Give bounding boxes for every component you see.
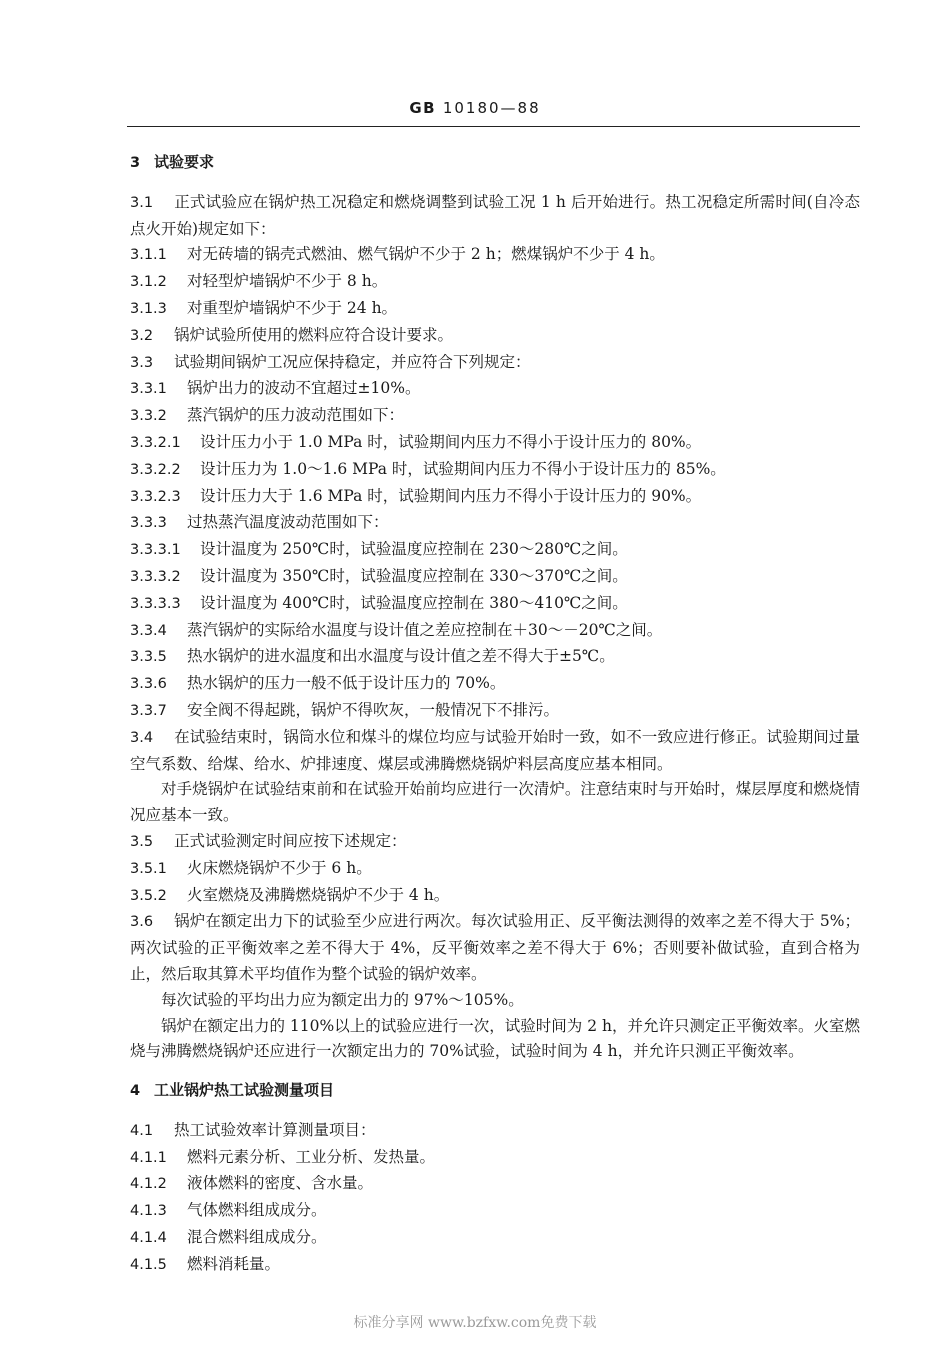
paragraph-average-output [130,988,860,1014]
clause-3-3-2-3 [130,484,860,511]
clause-3-2 [130,323,860,350]
page-header [0,99,950,117]
clause-number: 3.1 [130,194,154,211]
paragraph-text: 对手烧锅炉在试验结束前和在试验开始前均应进行一次清炉。注意结束时与开始时，煤层厚度和燃烧情况应基本一致。 [130,780,860,825]
clause-3-5-1 [130,856,860,883]
clause-3-3-2-2 [130,457,860,484]
clause-number: 3.3.2.2 [130,461,181,478]
clause-text: 燃料消耗量。 [187,1254,281,1273]
clause-text: 设计温度为 400℃时，试验温度应控制在 380～410℃之间。 [200,593,628,612]
clause-text: 燃料元素分析、工业分析、发热量。 [187,1147,436,1166]
clause-number: 3.3.3 [130,515,167,532]
clause-text: 锅炉试验所使用的燃料应符合设计要求。 [174,325,454,344]
clause-4-1-5 [130,1252,860,1279]
clause-3-5 [130,829,860,856]
clause-text: 对重型炉墙锅炉不少于 24 h。 [187,298,398,317]
clause-number: 3.3.3.2 [130,568,181,585]
section-4-heading [130,1078,860,1105]
clause-number: 3.3.2.1 [130,434,181,451]
clause-number: 3.3.6 [130,676,167,693]
clause-number: 4.1.4 [130,1230,167,1247]
clause-text: 锅炉出力的波动不宜超过±10%。 [187,379,421,398]
clause-4-1-4 [130,1225,860,1252]
clause-3-6 [130,909,860,987]
clause-number: 3.5.1 [130,860,167,877]
clause-text: 火室燃烧及沸腾燃烧锅炉不少于 4 h。 [187,885,450,904]
clause-text: 正式试验测定时间应按下述规定： [174,831,407,850]
clause-text: 对无砖墙的锅壳式燃油、燃气锅炉不少于 2 h；燃煤锅炉不少于 4 h。 [187,245,665,264]
document-body [130,150,860,1279]
paragraph-overload-test [130,1014,860,1066]
paragraph-text: 每次试验的平均出力应为额定出力的 97%～105%。 [161,990,524,1009]
section-number: 4 [130,1083,141,1100]
clause-4-1-3 [130,1198,860,1225]
clause-number: 3.5 [130,833,154,850]
clause-3-4 [130,725,860,778]
clause-number: 3.3.4 [130,622,167,639]
clause-text: 对轻型炉墙锅炉不少于 8 h。 [187,272,388,291]
clause-number: 3.3.2 [130,408,167,425]
clause-text: 气体燃料组成成分。 [187,1201,327,1220]
clause-text: 热水锅炉的进水温度和出水温度与设计值之差不得大于±5℃。 [187,647,615,666]
clause-text: 设计温度为 250℃时，试验温度应控制在 230～280℃之间。 [200,540,628,559]
clause-text: 设计温度为 350℃时，试验温度应控制在 330～370℃之间。 [200,566,628,585]
clause-number: 4.1.1 [130,1149,167,1166]
clause-text: 试验期间锅炉工况应保持稳定，并应符合下列规定： [174,352,531,371]
clause-number: 3.1.1 [130,247,167,264]
clause-text: 热水锅炉的压力一般不低于设计压力的 70%。 [187,674,506,693]
clause-text: 混合燃料组成成分。 [187,1228,327,1247]
clause-number: 3.1.3 [130,300,167,317]
clause-4-1-2 [130,1171,860,1198]
clause-text: 锅炉在额定出力下的试验至少应进行两次。每次试验用正、反平衡法测得的效率之差不得大于 5%；两次试验的正平衡效率之差不得大于 4%，反平衡效率之差不得大于 6%；否则要补做试验，直到合格为止，然后取其算术平均值作为整个试验的锅炉效率。 [130,912,860,983]
paragraph-text: 锅炉在额定出力的 110%以上的试验应进行一次，试验时间为 2 h，并允许只测定正平衡效率。火室燃烧与沸腾燃烧锅炉还应进行一次额定出力的 70%试验，试验时间为 4 h，并允许只测正平衡效率。 [130,1016,860,1061]
clause-number: 3.6 [130,914,154,931]
clause-number: 3.3.3.1 [130,542,181,559]
standard-code: 10180—88 [442,99,541,117]
header-rule [127,126,860,127]
clause-3-3 [130,350,860,377]
section-title: 工业锅炉热工试验测量项目 [154,1081,335,1100]
clause-number: 3.3 [130,354,154,371]
clause-text: 过热蒸汽温度波动范围如下： [187,513,389,532]
clause-number: 3.4 [130,729,154,746]
clause-text: 火床燃烧锅炉不少于 6 h。 [187,858,372,877]
clause-3-3-2 [130,403,860,430]
clause-number: 4.1.3 [130,1203,167,1220]
clause-3-3-3-1 [130,537,860,564]
clause-3-5-2 [130,883,860,910]
site-watermark: 标准分享网 www.bzfxw.com免费下载 [353,1315,597,1331]
clause-number: 4.1.5 [130,1256,167,1273]
clause-number: 3.1.2 [130,274,167,291]
clause-3-3-5 [130,644,860,671]
clause-number: 4.1 [130,1122,154,1139]
clause-3-3-3 [130,510,860,537]
section-number: 3 [130,155,141,171]
clause-number: 3.3.5 [130,649,167,666]
clause-text: 蒸汽锅炉的压力波动范围如下： [187,406,405,425]
clause-text: 设计压力大于 1.6 MPa 时，试验期间内压力不得小于设计压力的 90%。 [200,486,702,505]
clause-3-3-2-1 [130,430,860,457]
clause-3-1-2 [130,269,860,296]
clause-text: 正式试验应在锅炉热工况稳定和燃烧调整到试验工况 1 h 后开始进行。热工况稳定所需时间(自冷态点火开始)规定如下： [130,192,860,238]
standard-prefix: GB [409,99,437,117]
clause-number: 3.3.3.3 [130,595,181,612]
clause-3-3-1 [130,376,860,403]
clause-3-1 [130,190,860,243]
clause-text: 安全阀不得起跳，锅炉不得吹灰，一般情况下不排污。 [187,700,560,719]
clause-3-3-7 [130,698,860,725]
clause-number: 3.5.2 [130,887,167,904]
clause-number: 3.3.1 [130,381,167,398]
clause-3-3-6 [130,671,860,698]
clause-text: 在试验结束时，锅筒水位和煤斗的煤位均应与试验开始时一致，如不一致应进行修正。试验期间过量空气系数、给煤、给水、炉排速度、煤层或沸腾燃烧锅炉料层高度应基本相同。 [130,727,860,773]
clause-4-1 [130,1118,860,1145]
clause-3-1-3 [130,296,860,323]
clause-3-1-1 [130,242,860,269]
clause-3-3-4 [130,618,860,645]
section-3-heading [130,150,860,177]
clause-text: 热工试验效率计算测量项目： [174,1120,376,1139]
clause-text: 设计压力小于 1.0 MPa 时，试验期间内压力不得小于设计压力的 80%。 [200,432,702,451]
clause-number: 3.2 [130,327,154,344]
clause-number: 3.3.7 [130,702,167,719]
clause-text: 液体燃料的密度、含水量。 [187,1174,374,1193]
clause-number: 3.3.2.3 [130,488,181,505]
clause-4-1-1 [130,1145,860,1172]
section-title: 试验要求 [154,153,215,171]
clause-text: 蒸汽锅炉的实际给水温度与设计值之差应控制在＋30～－20℃之间。 [187,620,663,639]
clause-number: 4.1.2 [130,1176,167,1193]
paragraph-hand-fired [130,777,860,829]
clause-3-3-3-2 [130,564,860,591]
clause-text: 设计压力为 1.0～1.6 MPa 时，试验期间内压力不得小于设计压力的 85%。 [200,459,726,478]
clause-3-3-3-3 [130,591,860,618]
